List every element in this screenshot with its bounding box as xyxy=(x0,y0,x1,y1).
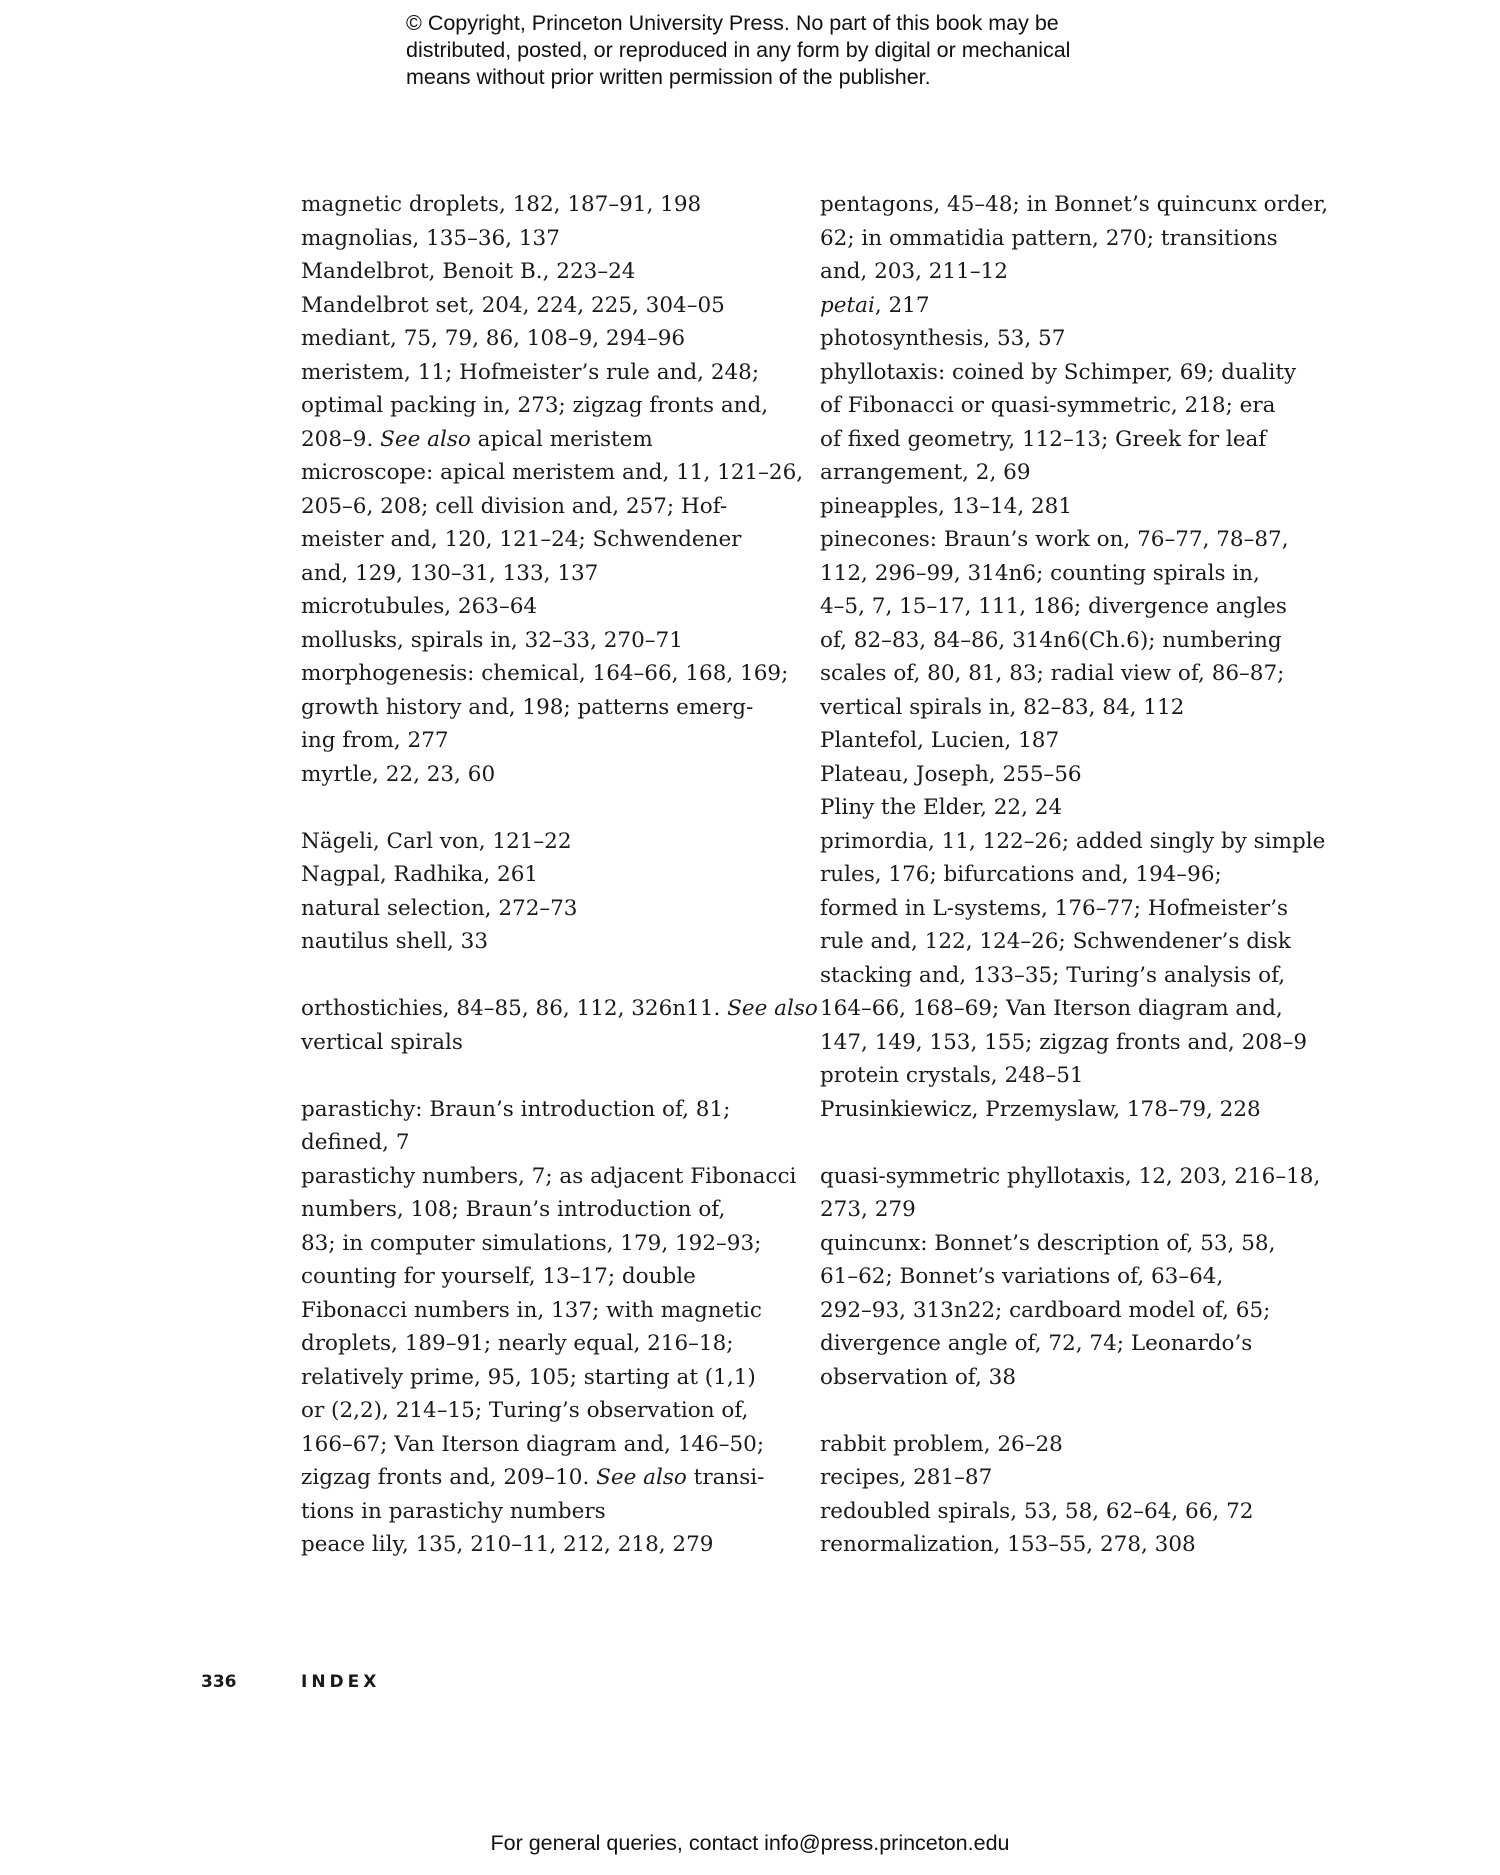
index-line: Fibonacci numbers in, 137; with magnetic xyxy=(301,1297,762,1323)
index-line: stacking and, 133–35; Turing’s analysis of, xyxy=(820,962,1286,988)
index-line: recipes, 281–87 xyxy=(820,1465,993,1490)
index-line: rule and, 122, 124–26; Schwendener’s disk xyxy=(820,929,1291,954)
index-entry xyxy=(820,758,1310,792)
index-entry xyxy=(301,1160,797,1529)
page-number: 336 xyxy=(201,1672,237,1692)
copyright-line: distributed, posted, or reproduced in any form by digital or mechanical xyxy=(406,38,1071,62)
index-line: rules, 176; bifurcations and, 194–96; xyxy=(820,862,1222,887)
index-entry xyxy=(301,992,818,1059)
index-line: droplets, 189–91; nearly equal, 216–18; xyxy=(301,1331,734,1356)
index-line: vertical spirals in, 82–83, 84, 112 xyxy=(820,694,1185,720)
index-line: quincunx: Bonnet’s description of, 53, 58, xyxy=(820,1230,1276,1256)
index-line: 147, 149, 153, 155; zigzag fronts and, 208–9 xyxy=(820,1029,1308,1055)
running-head: INDEX xyxy=(301,1672,381,1692)
index-entry xyxy=(820,1495,1310,1529)
index-entry xyxy=(820,523,1310,724)
index-entry xyxy=(820,188,1329,289)
index-line xyxy=(301,423,791,457)
see-also-label: See also xyxy=(727,996,818,1021)
index-line xyxy=(820,289,1310,323)
see-also-label: See also xyxy=(380,426,471,452)
index-line: mollusks, spirals in, 32–33, 270–71 xyxy=(301,627,683,653)
index-line: and, 203, 211–12 xyxy=(820,259,1008,284)
index-line: Prusinkiewicz, Przemyslaw, 178–79, 228 xyxy=(820,1096,1261,1122)
index-line: formed in L-systems, 176–77; Hofmeister’s xyxy=(820,895,1289,921)
index-line: photosynthesis, 53, 57 xyxy=(820,326,1066,351)
index-line: optimal packing in, 273; zigzag fronts and, xyxy=(301,393,769,418)
index-column-right xyxy=(820,188,1329,1562)
index-line: 273, 279 xyxy=(820,1197,916,1222)
index-entry xyxy=(301,758,791,792)
index-line: pentagons, 45–48; in Bonnet’s quincunx order, xyxy=(820,192,1329,217)
index-line: growth history and, 198; patterns emerg- xyxy=(301,694,754,720)
index-line: 205–6, 208; cell division and, 257; Hof- xyxy=(301,493,728,519)
index-entry xyxy=(301,858,791,892)
index-line: Mandelbrot, Benoit B., 223–24 xyxy=(301,259,636,284)
index-line: observation of, 38 xyxy=(820,1364,1017,1390)
index-entry xyxy=(301,289,791,323)
index-line: Mandelbrot set, 204, 224, 225, 304–05 xyxy=(301,292,725,318)
index-entry xyxy=(301,1528,791,1562)
index-entry xyxy=(301,925,791,959)
index-text: 208–9. xyxy=(301,426,381,452)
index-entry xyxy=(820,1428,1310,1462)
index-entry xyxy=(820,1227,1310,1395)
index-line: numbers, 108; Braun’s introduction of, xyxy=(301,1197,726,1222)
index-line: meristem, 11; Hofmeister’s rule and, 248; xyxy=(301,359,760,385)
index-entry xyxy=(820,724,1310,758)
index-entry xyxy=(820,1093,1310,1127)
index-line: parastichy numbers, 7; as adjacent Fibonacci xyxy=(301,1163,797,1189)
index-entry xyxy=(820,1059,1310,1093)
index-entry xyxy=(301,657,791,758)
index-line: quasi-symmetric phyllotaxis, 12, 203, 216–18, xyxy=(820,1163,1321,1189)
index-line: 62; in ommatidia pattern, 270; transitions xyxy=(820,225,1278,251)
index-line: 292–93, 313n22; cardboard model of, 65; xyxy=(820,1297,1271,1323)
index-entry xyxy=(820,1528,1310,1562)
index-entry xyxy=(301,825,791,859)
index-entry xyxy=(301,222,791,256)
index-line: microscope: apical meristem and, 11, 121–26, xyxy=(301,460,804,485)
index-line: Pliny the Elder, 22, 24 xyxy=(820,795,1063,820)
index-line: relatively prime, 95, 105; starting at (1,1) xyxy=(301,1364,756,1390)
index-line: mediant, 75, 79, 86, 108–9, 294–96 xyxy=(301,326,686,351)
index-line: magnetic droplets, 182, 187–91, 198 xyxy=(301,192,702,217)
index-line: 112, 296–99, 314n6; counting spirals in, xyxy=(820,560,1260,586)
index-line: of fixed geometry, 112–13; Greek for leaf xyxy=(820,426,1267,452)
index-entry xyxy=(301,456,804,590)
index-line: Nägeli, Carl von, 121–22 xyxy=(301,828,572,854)
index-entry xyxy=(301,1093,791,1160)
index-line: and, 129, 130–31, 133, 137 xyxy=(301,560,599,586)
index-term-italic: petai xyxy=(820,292,875,318)
index-line: microtubules, 263–64 xyxy=(301,594,538,619)
index-entry xyxy=(820,322,1310,356)
index-entry xyxy=(820,1461,1310,1495)
index-entry xyxy=(301,624,791,658)
index-text: zigzag fronts and, 209–10. xyxy=(301,1465,597,1490)
index-line: 166–67; Van Iterson diagram and, 146–50; xyxy=(301,1431,765,1457)
index-line: protein crystals, 248–51 xyxy=(820,1063,1084,1088)
index-entry xyxy=(820,356,1310,490)
index-line: meister and, 120, 121–24; Schwendener xyxy=(301,527,742,552)
index-line: Plateau, Joseph, 255–56 xyxy=(820,761,1082,787)
index-line: tions in parastichy numbers xyxy=(301,1498,606,1524)
index-line: divergence angle of, 72, 74; Leonardo’s xyxy=(820,1331,1253,1356)
index-line: 164–66, 168–69; Van Iterson diagram and, xyxy=(820,996,1283,1021)
index-line: scales of, 80, 81, 83; radial view of, 86–87; xyxy=(820,661,1285,686)
index-text: transi- xyxy=(686,1465,765,1490)
index-line: parastichy: Braun’s introduction of, 81; xyxy=(301,1096,731,1122)
index-entry xyxy=(301,322,791,356)
index-entry xyxy=(820,791,1310,825)
index-line: Nagpal, Radhika, 261 xyxy=(301,862,539,887)
index-entry xyxy=(820,490,1310,524)
index-line: Plantefol, Lucien, 187 xyxy=(820,728,1060,753)
index-line: arrangement, 2, 69 xyxy=(820,460,1031,485)
index-line: of, 82–83, 84–86, 314n6(Ch.6); numbering xyxy=(820,627,1282,653)
index-entry xyxy=(820,289,1310,323)
copyright-notice xyxy=(406,10,1166,91)
index-text: apical meristem xyxy=(477,426,653,452)
index-line: magnolias, 135–36, 137 xyxy=(301,225,560,251)
index-line: defined, 7 xyxy=(301,1130,410,1155)
index-entry xyxy=(301,892,791,926)
index-entry xyxy=(301,590,791,624)
index-entry xyxy=(820,825,1326,1060)
index-text: , 217 xyxy=(874,292,930,318)
index-line: 61–62; Bonnet’s variations of, 63–64, xyxy=(820,1264,1224,1289)
index-line: 4–5, 7, 15–17, 111, 186; divergence angles xyxy=(820,594,1287,619)
see-also-label: See also xyxy=(596,1465,687,1490)
index-line: vertical spirals xyxy=(301,1029,463,1055)
index-entry xyxy=(820,1160,1321,1227)
index-line: peace lily, 135, 210–11, 212, 218, 279 xyxy=(301,1532,714,1557)
index-line: ing from, 277 xyxy=(301,728,449,753)
index-line: or (2,2), 214–15; Turing’s observation of, xyxy=(301,1398,749,1423)
index-entry xyxy=(301,356,791,457)
index-line: natural selection, 272–73 xyxy=(301,895,578,921)
index-line: 83; in computer simulations, 179, 192–93; xyxy=(301,1230,762,1256)
index-line: redoubled spirals, 53, 58, 62–64, 66, 72 xyxy=(820,1498,1254,1524)
index-entry xyxy=(301,188,791,222)
index-line xyxy=(301,1461,791,1495)
index-line: phyllotaxis: coined by Schimper, 69; duality xyxy=(820,359,1297,385)
index-text: orthostichies, 84–85, 86, 112, 326n11. xyxy=(301,996,728,1021)
index-line xyxy=(301,992,818,1026)
footer-contact: For general queries, contact info@press.princeton.edu xyxy=(490,1831,1010,1855)
index-line: myrtle, 22, 23, 60 xyxy=(301,761,496,787)
index-line: pineapples, 13–14, 281 xyxy=(820,493,1073,519)
index-line: primordia, 11, 122–26; added singly by simple xyxy=(820,828,1326,854)
index-line: of Fibonacci or quasi-symmetric, 218; era xyxy=(820,393,1276,418)
index-line: nautilus shell, 33 xyxy=(301,929,489,954)
index-line: rabbit problem, 26–28 xyxy=(820,1431,1063,1457)
index-line: counting for yourself, 13–17; double xyxy=(301,1264,696,1289)
index-column-left xyxy=(301,188,818,1562)
index-line: pinecones: Braun’s work on, 76–77, 78–87, xyxy=(820,527,1289,552)
index-line: renormalization, 153–55, 278, 308 xyxy=(820,1532,1196,1557)
index-entry xyxy=(301,255,791,289)
index-line: morphogenesis: chemical, 164–66, 168, 169; xyxy=(301,661,789,686)
copyright-line: means without prior written permission of the publisher. xyxy=(406,65,931,89)
copyright-line: © Copyright, Princeton University Press. No part of this book may be xyxy=(406,11,1059,35)
